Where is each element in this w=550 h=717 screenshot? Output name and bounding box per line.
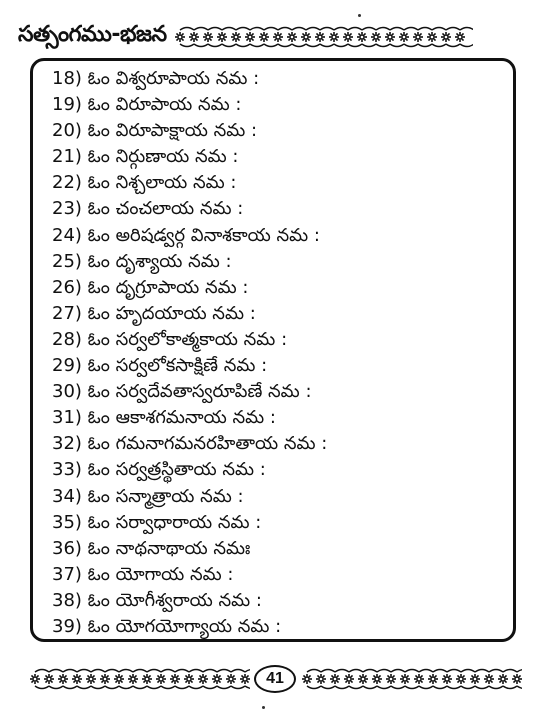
page-footer: [28, 664, 522, 694]
mantra-line: 36) ఓం నాథనాథాయ నమః: [52, 537, 251, 559]
mantra-line: 32) ఓం గమనాగమనరహితాయ నమ :: [52, 433, 328, 455]
mantra-line: 37) ఓం యోగాయ నమ :: [52, 563, 234, 585]
print-speck: [262, 706, 265, 709]
mantra-line: 18) ఓం విశ్వరూపాయ నమ :: [52, 68, 260, 89]
footer-ornament-left-icon: [28, 666, 250, 692]
footer-ornament-left: [28, 666, 250, 692]
mantra-line: 31) ఓం ఆకాశగమనాయ నమ :: [52, 407, 276, 429]
mantra-line: 39) ఓం యోగయోగ్యాయ నమ :: [52, 615, 282, 637]
mantra-line: 29) ఓం సర్వలోకసాక్షిణే నమ :: [52, 355, 268, 377]
mantra-line: 23) ఓం చంచలాయ నమ :: [52, 198, 244, 220]
header-title: సత్సంగము-భజన: [18, 22, 167, 47]
footer-ornament-right: [300, 666, 522, 692]
header-ornament-border: [173, 24, 532, 50]
mantra-line: 28) ఓం సర్వలోకాత్మకాయ నమ :: [52, 328, 288, 350]
mantra-line: 27) ఓం హృదయాయ నమ :: [52, 302, 256, 324]
mantra-line: 25) ఓం దృశ్యాయ నమ :: [52, 250, 232, 272]
mantra-line: 38) ఓం యోగీశ్వరాయ నమ :: [52, 589, 262, 611]
mantra-line: 20) ఓం విరూపాక్షాయ నమ :: [52, 120, 258, 142]
footer-ornament-right-icon: [300, 666, 522, 692]
mantra-line: 19) ఓం విరూపాయ నమ :: [52, 94, 242, 116]
header-ornament-icon: [173, 24, 473, 50]
page-number: 41: [254, 665, 296, 693]
mantra-line: 24) ఓం అరిషడ్వర్గ వినాశకాయ నమ :: [52, 224, 320, 246]
mantra-line: 21) ఓం నిర్గుణాయ నమ :: [52, 146, 239, 168]
mantra-list: [52, 66, 327, 640]
mantra-line: 35) ఓం సర్వాధారాయ నమ :: [52, 511, 262, 533]
mantra-line: 22) ఓం నిశ్చలాయ నమ :: [52, 172, 237, 194]
mantra-line: 26) ఓం దృగ్రూపాయ నమ :: [52, 276, 249, 298]
mantra-line: 34) ఓం సన్మాత్రాయ నమ :: [52, 485, 244, 507]
mantra-line: 33) ఓం సర్వత్రస్థితాయ నమ :: [52, 459, 266, 481]
print-speck: [358, 14, 361, 17]
mantra-line: 30) ఓం సర్వదేవతాస్వరూపిణే నమ :: [52, 381, 312, 403]
page-header: [18, 22, 532, 52]
